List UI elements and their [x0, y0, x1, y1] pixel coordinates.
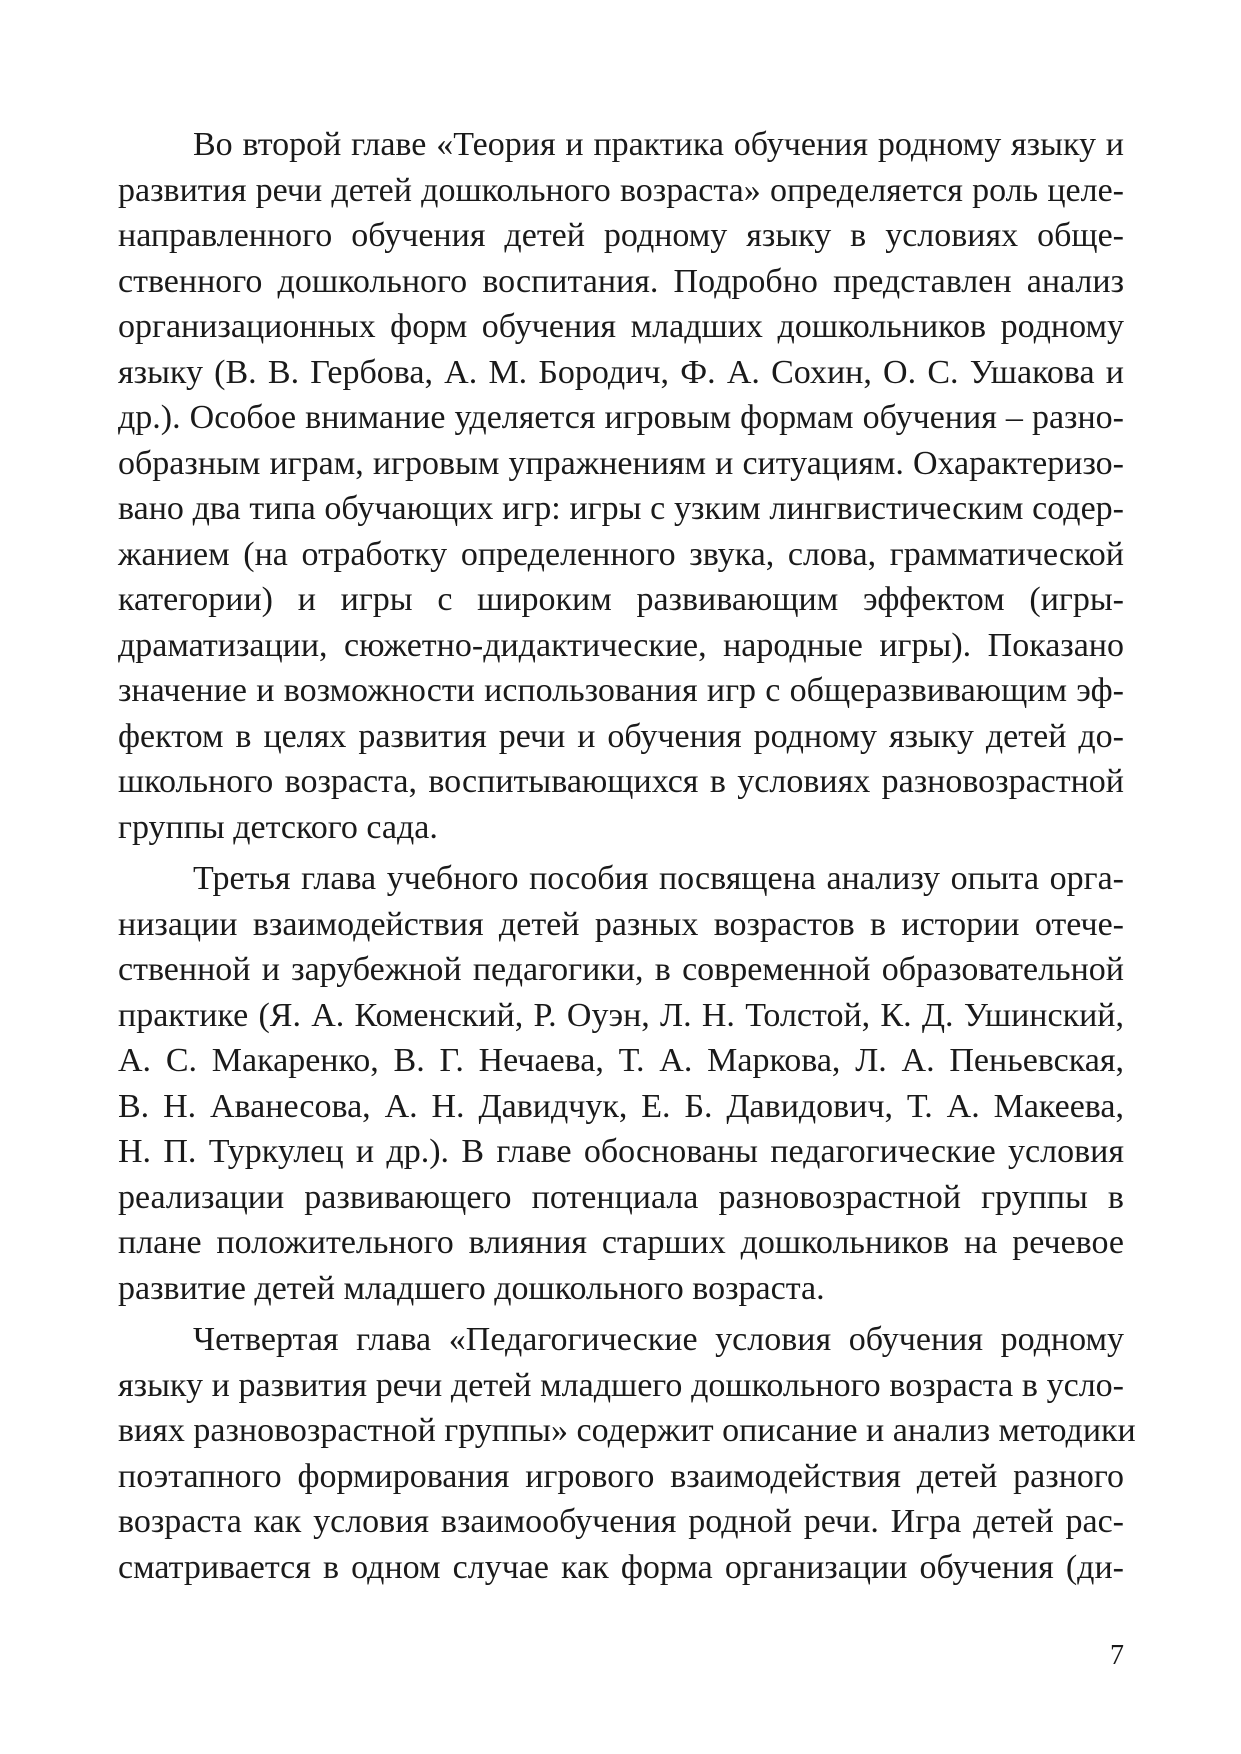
page-number: 7: [1110, 1640, 1124, 1671]
text-line: др.). Особое внимание уделяется игровым формам обучения – разно-: [118, 399, 1124, 436]
text-line: образным играм, игровым упражнениям и ситуациям. Охарактеризо-: [118, 444, 1124, 482]
text-line: группы детского сада.: [118, 808, 438, 846]
text-line: поэтапного формирования игрового взаимодействия детей разного: [118, 1457, 1124, 1495]
body-text: [118, 122, 1136, 1596]
text-line: категории) и игры с широким развивающим эффектом (игры-: [118, 581, 1124, 618]
text-line: ственного дошкольного воспитания. Подробно представлен анализ: [118, 262, 1124, 300]
text-line: ственной и зарубежной педагогики, в современной образовательной: [118, 951, 1124, 988]
text-line: языку и развития речи детей младшего дошкольного возраста в усло-: [118, 1366, 1124, 1404]
text-line: Четвертая глава «Педагогические условия обучения родному: [193, 1321, 1124, 1358]
text-line: организационных форм обучения младших дошкольников родному: [118, 308, 1124, 345]
text-line: сматривается в одном случае как форма организации обучения (ди-: [118, 1548, 1124, 1586]
text-line: драматизации, сюжетно-дидактические, народные игры). Показано: [118, 626, 1124, 664]
text-line: развитие детей младшего дошкольного возраста.: [118, 1269, 825, 1307]
text-line: языку (В. В. Гербова, А. М. Бородич, Ф. А. Сохин, О. С. Ушакова и: [118, 353, 1124, 391]
text-line: А. С. Макаренко, В. Г. Нечаева, Т. А. Маркова, Л. А. Пеньевская,: [118, 1042, 1124, 1079]
text-line: Во второй главе «Теория и практика обучения родному языку и: [193, 126, 1124, 163]
text-line: Н. П. Туркулец и др.). В главе обоснованы педагогические условия: [118, 1133, 1124, 1170]
text-line: значение и возможности использования игр с общеразвивающим эф-: [118, 672, 1124, 709]
text-line: виях разновозрастной группы» содержит описание и анализ методики: [118, 1412, 1136, 1449]
paragraph-third-chapter: [118, 856, 1124, 1311]
text-line: школьного возраста, воспитывающихся в условиях разновозрастной: [118, 763, 1124, 800]
text-line: развития речи детей дошкольного возраста» определяется роль целе-: [118, 171, 1124, 209]
text-line: направленного обучения детей родному языку в условиях обще-: [118, 217, 1124, 254]
paragraph-second-chapter: [118, 122, 1124, 850]
text-line: практике (Я. А. Коменский, Р. Оуэн, Л. Н. Толстой, К. Д. Ушинский,: [118, 996, 1124, 1034]
text-line: В. Н. Аванесова, А. Н. Давидчук, Е. Б. Давидович, Т. А. Макеева,: [118, 1087, 1124, 1125]
text-line: плане положительного влияния старших дошкольников на речевое: [118, 1224, 1124, 1261]
text-line: низации взаимодействия детей разных возрастов в истории отече-: [118, 905, 1124, 943]
text-line: реализации развивающего потенциала разновозрастной группы в: [118, 1178, 1124, 1216]
text-line: возраста как условия взаимообучения родной речи. Игра детей рас-: [118, 1503, 1124, 1540]
text-line: фектом в целях развития речи и обучения родному языку детей до-: [118, 717, 1124, 755]
text-line: Третья глава учебного пособия посвящена анализу опыта орга-: [193, 860, 1124, 897]
paragraph-fourth-chapter: [118, 1317, 1136, 1590]
text-line: жанием (на отработку определенного звука, слова, грамматической: [118, 535, 1124, 573]
text-line: вано два типа обучающих игр: игры с узким лингвистическим содер-: [118, 490, 1124, 527]
